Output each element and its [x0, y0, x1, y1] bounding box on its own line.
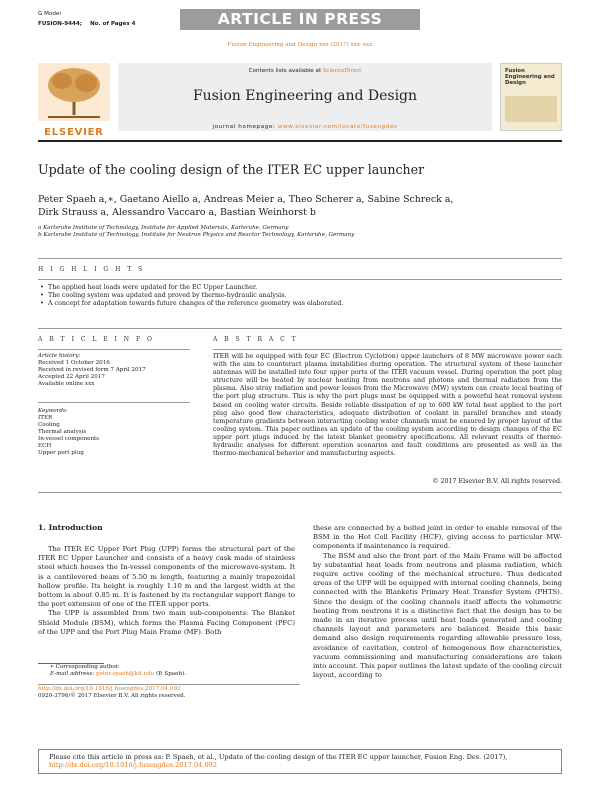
- email-label: E-mail address:: [50, 671, 95, 677]
- intro-paragraph-1: The ITER EC Upper Port Plug (UPP) forms the structural part of the ITER EC Upper Launcher and consists of a heavy cask made of stainless steel which houses the In-vessel components of the microwave-system. It is a cantilevered beam of 5.50 m length, featuring a mainly trapezoidal hollow profile. Its height is roughly 1.10 m and the largest width at the bottom is about 0.85 m. It is fastened by its rectangular support flange to the port extension of one of the ITER upper ports.: [38, 545, 295, 609]
- highlights-heading: H I G H L I G H T S: [38, 266, 145, 273]
- highlight-item: • The applied heat loads were updated for the EC Upper Launcher.: [38, 284, 562, 292]
- sciencedirect-link[interactable]: ScienceDirect: [322, 68, 362, 74]
- publisher-name: ELSEVIER: [44, 127, 104, 138]
- doi-block: [38, 686, 300, 700]
- cover-title: Fusion Engineering and Design: [505, 68, 555, 86]
- history-revised: Received in revised form 7 April 2017: [38, 367, 146, 373]
- history-online: Available online xxx: [38, 381, 95, 387]
- article-info-heading: A R T I C L E I N F O: [38, 336, 155, 343]
- keywords-rule: [38, 402, 190, 403]
- email-line: [50, 671, 300, 678]
- highlight-item: • The cooling system was updated and proved by thermo-hydraulic analysis.: [38, 292, 562, 300]
- issn-line: 0920-3796/© 2017 Elsevier B.V. All rights reserved.: [38, 693, 186, 699]
- contents-prefix: Contents lists available at: [248, 68, 322, 74]
- journal-citation-line[interactable]: Fusion Engineering and Design xxx (2017) xxx–xxx: [227, 42, 373, 48]
- doi-link[interactable]: http://dx.doi.org/10.1016/j.fusengdes.2017.04.092: [38, 686, 181, 692]
- introduction-heading: 1. Introduction: [38, 523, 103, 532]
- email-suffix: (P. Spaeh).: [156, 671, 187, 677]
- highlights-rule: [38, 279, 562, 280]
- highlight-item: • A concept for adaptation towards future changes of the reference geometry was elaborated.: [38, 300, 562, 308]
- elsevier-logo: [38, 63, 110, 138]
- citation-box: [38, 749, 562, 774]
- elsevier-tree-icon: [38, 63, 110, 121]
- cover-image: [505, 96, 557, 122]
- journal-cover-thumbnail: [500, 63, 562, 131]
- keyword: ECH: [38, 443, 52, 449]
- citation-text: Please cite this article in press as: P. Spaeh, et al., Update of the cooling design of the ITER EC upper launcher, Fusion Eng. Des. (2017),: [49, 753, 508, 761]
- history-accepted: Accepted 22 April 2017: [38, 374, 105, 380]
- doi-rule: [38, 684, 300, 685]
- intro-paragraph-2: The UPP is assembled from two main sub-components: The Blanket Shield Module (BSM), which forms the Plasma Facing Component (PFC) of the UPP and the Port Plug Main Frame (MF). Both: [38, 609, 295, 636]
- article-in-press-banner: ARTICLE IN PRESS: [180, 9, 420, 30]
- corresponding-author-note: ∗ Corresponding author.: [50, 664, 120, 670]
- keyword: Thermal analysis: [38, 429, 87, 435]
- article-history: [38, 353, 190, 388]
- page-count: No. of Pages 4: [90, 21, 136, 27]
- homepage-line: [118, 124, 492, 131]
- intro-paragraph-4: The BSM and also the front part of the Main Frame will be affected by substantial heat loads from neutrons and plasma radiation, which require active cooling of the mechanical structure. Thus dedicated areas of the UPP will be equipped with internal cooling channels, being connected with the Blanketis Primary Heat Transfer System (PHTS). Since the design of the cooling channels itself affects the volumetric heating from neutrons it is a distinctive fact that the design has to be made in an iterative process until heat loads generated and cooling channels layout and parameters are balanced. Beside this basic demand also design requirements regarding allowable pressure loss, avoidance of cavitation, control of homogenous flow characteristics, vacuum commissioning and manufacturing considerations are taken into account. This paper outlines the latest update of the cooling circuit layout, according to: [313, 551, 562, 680]
- citation-doi-link[interactable]: http://dx.doi.org/10.1016/j.fusengdes.2017.04.092: [49, 761, 218, 770]
- masthead-rule: [38, 140, 562, 142]
- keyword: Cooling: [38, 422, 60, 428]
- keyword: Upper port plug: [38, 450, 84, 456]
- abstract-rule: [213, 349, 562, 350]
- affiliations: [38, 225, 562, 239]
- email-link[interactable]: peter.spaeh@kit.edu: [95, 671, 155, 677]
- abstract-copyright: © 2017 Elsevier B.V. All rights reserved.: [432, 478, 562, 485]
- keyword: In-vessel components: [38, 436, 100, 442]
- journal-title: Fusion Engineering and Design: [192, 88, 418, 104]
- affiliation-a: a Karlsruhe Institute of Technology, Institute for Applied Materials, Karlsruhe, Germany: [38, 225, 289, 231]
- abstract-text: ITER will be equipped with four EC (Electron Cyclotron) upper launchers of 8 MW microwave power each with the aim to counteract plasma instabilities during operation. The structural system of these launcher antennas will be installed into four upper ports of the ITER vacuum vessel. During operation the port plug structure will be heated by nuclear heating from neutrons and photons and thermal radiation from the plasma. Also stray radiation and power losses from the Microwave (MW) system can create local heating of the port plug structure. This is why the port plugs must be equipped with a powerful heat removal system based on cooling water circuits. Beside reliable dissipation of up to 600 kW total heat applied to the port plug also good flow characteristics, adequate distribution of coolant in parallel branches and steady temperature gradients between interacting cooling water channels must be ensured by proper layout of the cooling system. This paper outlines an update of the cooling system according to design changes of the EC upper port plugs induced by the latest blanket geometry specifications. All relevant results of thermo-hydraulic analyses for different operation scenarios and fault conditions are presented as well as the thermo-mechanical behavior and manufacturing aspects.: [213, 353, 562, 458]
- ref-code: FUSION-9444;: [38, 21, 83, 27]
- highlights-rule-top: [38, 258, 562, 259]
- article-info-rule: [38, 349, 190, 350]
- intro-column-right: [313, 524, 562, 680]
- affiliation-b: b Karlsruhe Institute of Technology, Institute for Neutron Physics and Reactor Technology, Karlsruhe, Germany: [38, 232, 355, 238]
- keywords-label: Keywords:: [38, 408, 68, 414]
- contents-line: [118, 68, 492, 75]
- footnote: [50, 664, 300, 678]
- article-ref: [38, 21, 136, 28]
- abstract-rule-bottom: [38, 492, 562, 493]
- keyword: ITER: [38, 415, 53, 421]
- intro-paragraph-3: these are connected by a bolted joint in order to enable removal of the BSM in the Hot Cell Facility (HCF), giving access to particular MW-components if maintenance is required.: [313, 524, 562, 551]
- authors-line-2: Dirk Strauss a, Alessandro Vaccaro a, Bastian Weinhorst b: [38, 207, 316, 218]
- highlights-list: [38, 284, 562, 308]
- homepage-prefix: journal homepage:: [212, 124, 276, 130]
- history-received: Received 1 October 2016: [38, 360, 110, 366]
- intro-column-left: [38, 545, 295, 637]
- abstract-heading: A B S T R A C T: [213, 336, 299, 343]
- homepage-link[interactable]: www.elsevier.com/locate/fusengdes: [277, 124, 398, 130]
- info-rule-top: [38, 328, 562, 329]
- g-model-label: G Model: [38, 11, 61, 17]
- article-title: Update of the cooling design of the ITER EC upper launcher: [38, 162, 425, 177]
- keywords: [38, 408, 190, 457]
- authors-line-1: Peter Spaeh a,∗, Gaetano Aiello a, Andreas Meier a, Theo Scherer a, Sabine Schreck a,: [38, 194, 454, 205]
- history-label: Article history:: [38, 353, 81, 359]
- authors: [38, 193, 562, 219]
